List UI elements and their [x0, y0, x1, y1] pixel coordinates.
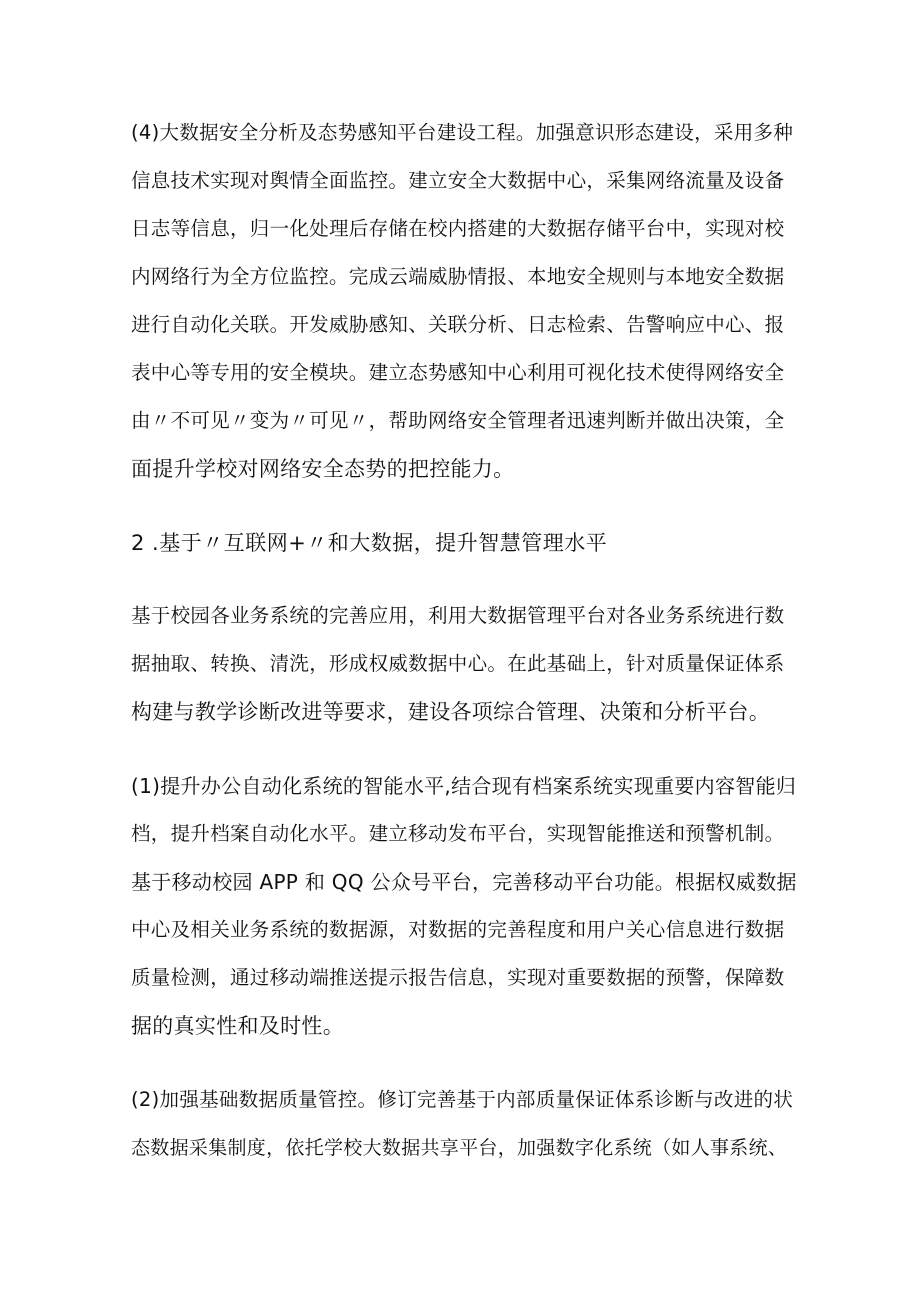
text-line: 基于校园各业务系统的完善应用，利用大数据管理平台对各业务系统进行数: [131, 604, 785, 627]
text-line: (2)加强基础数据质量管控。修订完善基于内部质量保证体系诊断与改进的状: [131, 1088, 794, 1111]
text-line: 面提升学校对网络安全态势的把控能力。: [131, 457, 515, 481]
text-line: 据的真实性和及时性。: [131, 1014, 344, 1038]
text-line: (4)大数据安全分析及态势感知平台建设工程。加强意识形态建设，采用多种: [131, 121, 794, 144]
text-line: (1)提升办公自动化系统的智能水平,结合现有档案系统实现重要内容智能归: [131, 774, 797, 798]
text-line: 基于移动校园 APP 和 QQ 公众号平台，完善移动平台功能。根据权威数据: [131, 870, 797, 894]
text-line: 中心及相关业务系统的数据源，对数据的完善程度和用户关心信息进行数据: [131, 918, 785, 941]
text-line: 进行自动化关联。开发威胁感知、关联分析、日志检索、告警响应中心、报: [131, 313, 785, 336]
text-line: 构建与教学诊断改进等要求，建设各项综合管理、决策和分析平台。: [131, 700, 770, 724]
text-line: 由〃不可见〃变为〃可见〃，帮助网络安全管理者迅速判断并做出决策，全: [131, 409, 785, 432]
text-line: 表中心等专用的安全模块。建立态势感知中心利用可视化技术使得网络安全: [131, 361, 785, 384]
text-line: 内网络行为全方位监控。完成云端威胁情报、本地安全规则与本地安全数据: [131, 265, 785, 288]
text-line: 质量检测，通过移动端推送提示报告信息，实现对重要数据的预警，保障数: [131, 966, 785, 989]
heading-text: 2 .基于〃互联网+〃和大数据，提升智慧管理水平: [131, 531, 608, 555]
text-line: 据抽取、转换、清洗，形成权威数据中心。在此基础上，针对质量保证体系: [131, 652, 785, 675]
text-line: 档，提升档案自动化水平。建立移动发布平台，实现智能推送和预警机制。: [131, 822, 785, 845]
text-line: 日志等信息，归一化处理后存储在校内搭建的大数据存储平台中，实现对校: [131, 217, 785, 240]
text-line: 信息技术实现对舆情全面监控。建立安全大数据中心，采集网络流量及设备: [131, 169, 785, 192]
text-line: 态数据采集制度，依托学校大数据共享平台，加强数字化系统（如人事系统、: [131, 1137, 788, 1159]
